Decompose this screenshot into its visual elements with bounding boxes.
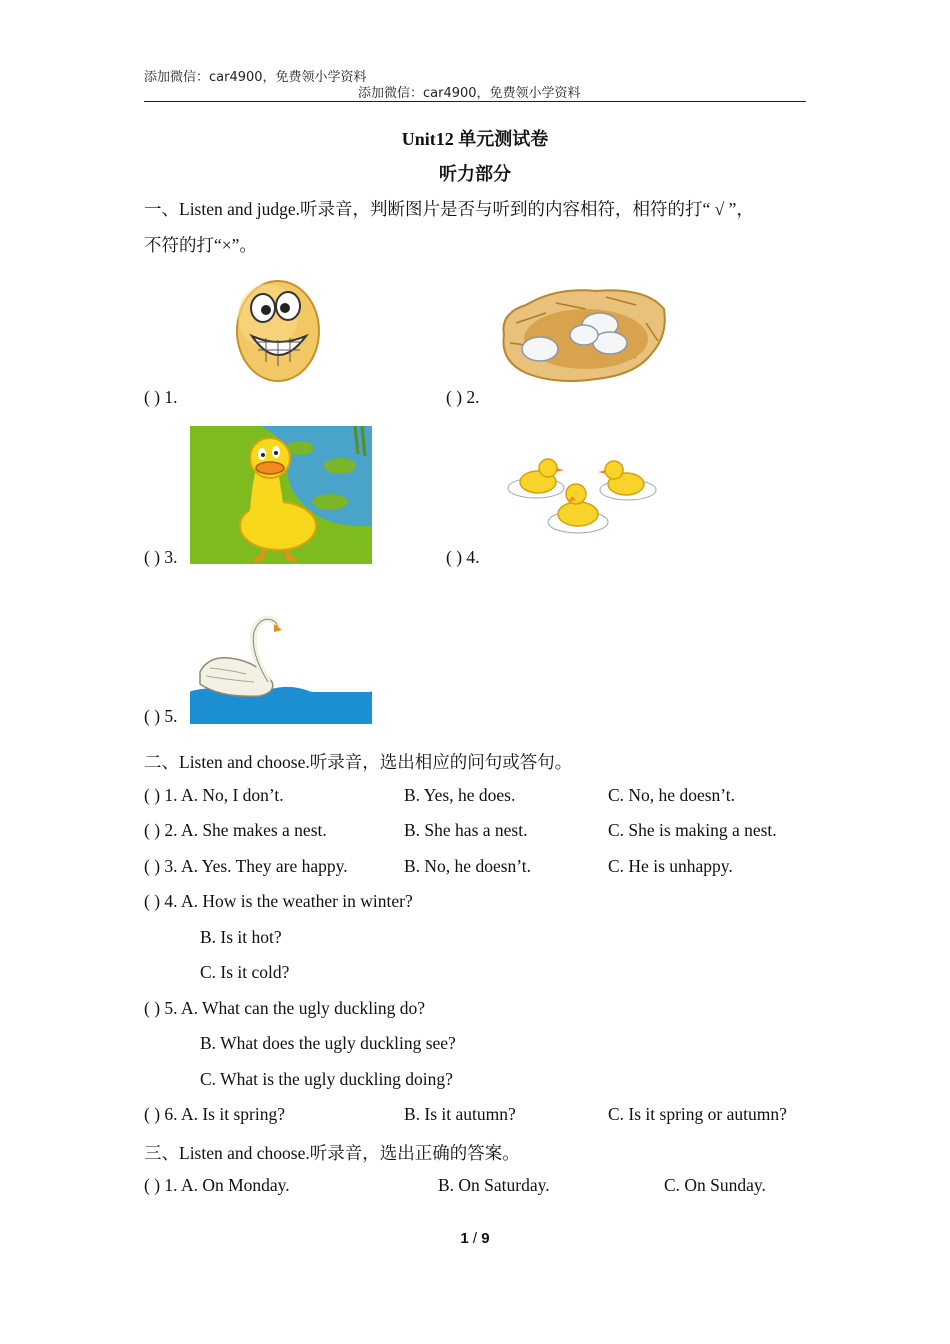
section1-instruction: 一、Listen and judge.听录音，判断图片是否与听到的内容相符，相符的打“ √ ”， — [144, 199, 754, 219]
egg-face-picture — [232, 278, 324, 384]
s1-item-4: ( ) 4. — [446, 547, 480, 567]
section2-instruction: 二、Listen and choose.听录音，选出相应的问句或答句。 — [144, 752, 573, 772]
s1-item-5: ( ) 5. — [144, 706, 178, 726]
s2-q2-a: ( ) 2. A. She makes a nest. — [144, 820, 327, 840]
s2-q3-b: B. No, he doesn’t. — [404, 856, 532, 876]
s2-q4-b: B. Is it hot? — [200, 927, 282, 947]
page-separator: / — [468, 1230, 482, 1247]
page-title: Unit12 单元测试卷 — [401, 129, 549, 149]
page-total: 9 — [481, 1230, 490, 1247]
s2-q2-c: C. She is making a nest. — [608, 820, 777, 840]
s2-q1-c: C. No, he doesn’t. — [608, 785, 736, 805]
s3-q1-b: B. On Saturday. — [438, 1175, 550, 1195]
page-number — [0, 1230, 950, 1247]
s2-q5-a: ( ) 5. A. What can the ugly duckling do? — [144, 998, 426, 1018]
s2-q6-a: ( ) 6. A. Is it spring? — [144, 1104, 285, 1124]
section-heading-listening: 听力部分 — [439, 164, 511, 184]
section3-instruction: 三、Listen and choose.听录音，选出正确的答案。 — [144, 1143, 520, 1163]
s1-item-3: ( ) 3. — [144, 547, 178, 567]
nest-with-eggs-picture — [496, 283, 668, 385]
s2-q1-a: ( ) 1. A. No, I don’t. — [144, 785, 284, 805]
s3-q1-a: ( ) 1. A. On Monday. — [144, 1175, 290, 1195]
header-watermark-2: 添加微信：car4900，免费领小学资料 — [358, 86, 581, 101]
s2-q5-b: B. What does the ugly duckling see? — [200, 1033, 456, 1053]
header-divider — [144, 101, 806, 102]
s2-q6-c: C. Is it spring or autumn? — [608, 1104, 787, 1124]
s2-q4-c: C. Is it cold? — [200, 962, 290, 982]
s2-q6-b: B. Is it autumn? — [404, 1104, 516, 1124]
s1-item-2: ( ) 2. — [446, 387, 480, 407]
s2-q1-b: B. Yes, he does. — [404, 785, 516, 805]
s2-q5-c: C. What is the ugly duckling doing? — [200, 1069, 453, 1089]
duck-pond-picture — [190, 426, 372, 564]
ducklings-swimming-picture — [498, 452, 670, 544]
page-current: 1 — [460, 1230, 469, 1247]
section1-instruction-cont: 不符的打“×”。 — [144, 235, 257, 255]
s2-q3-a: ( ) 3. A. Yes. They are happy. — [144, 856, 348, 876]
s2-q4-a: ( ) 4. A. How is the weather in winter? — [144, 891, 413, 911]
s2-q2-b: B. She has a nest. — [404, 820, 528, 840]
s3-q1-c: C. On Sunday. — [664, 1175, 766, 1195]
swan-picture — [190, 612, 372, 724]
header-watermark-1: 添加微信：car4900，免费领小学资料 — [144, 70, 367, 85]
s2-q3-c: C. He is unhappy. — [608, 856, 733, 876]
s1-item-1: ( ) 1. — [144, 387, 178, 407]
